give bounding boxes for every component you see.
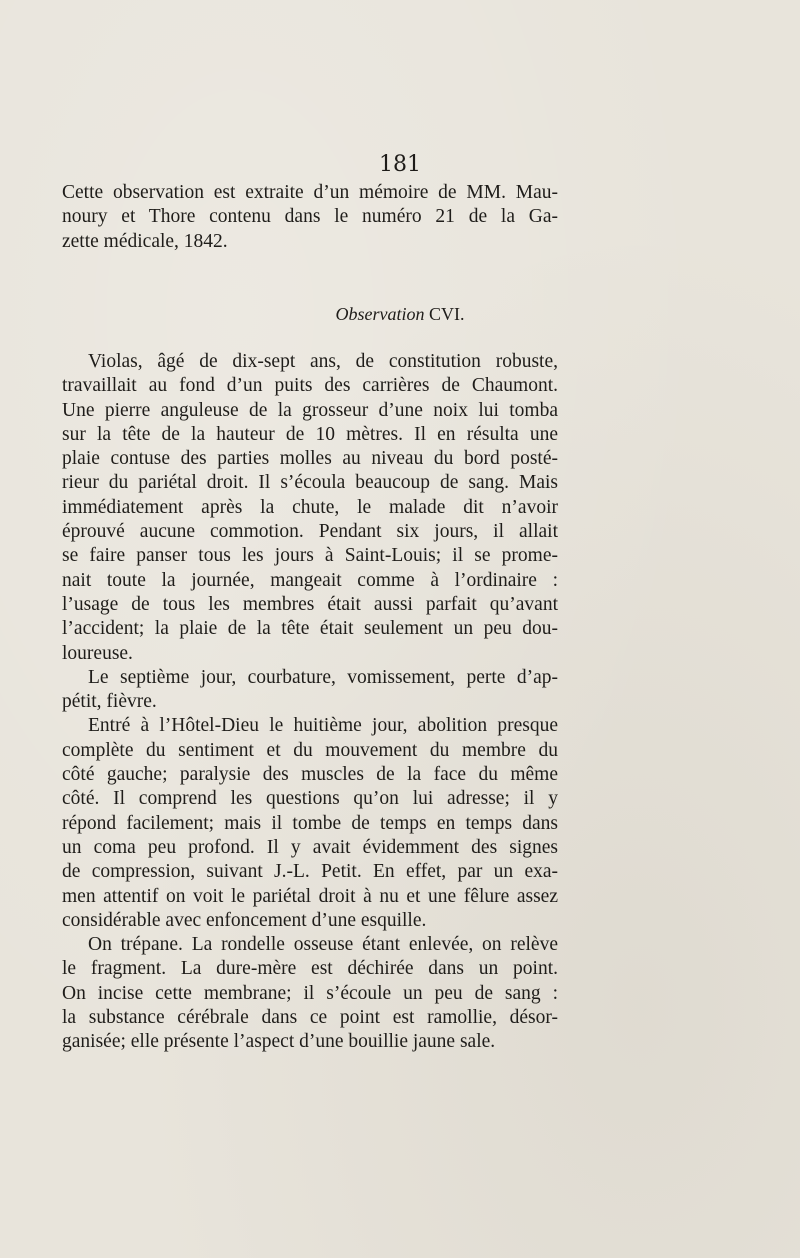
- text-line: complète du sentiment et du mouvement du membre du: [62, 739, 558, 761]
- text-line: noury et Thore contenu dans le numéro 21 de la Ga-: [62, 206, 558, 228]
- observation-number: CVI.: [429, 304, 465, 324]
- text-line: considérable avec enfoncement d’une esquille.: [62, 909, 427, 931]
- text-line: On incise cette membrane; il s’écoule un peu de sang :: [62, 982, 558, 1004]
- text-line: nait toute la journée, mangeait comme à l’ordinaire :: [62, 569, 558, 591]
- text-line: men attentif on voit le pariétal droit à nu et une fêlure assez: [62, 885, 558, 907]
- text-line: On trépane. La rondelle osseuse étant enlevée, on relève: [88, 934, 558, 956]
- text-line: l’accident; la plaie de la tête était seulement un peu dou-: [62, 618, 558, 640]
- text-line: répond facilement; mais il tombe de temps en temps dans: [62, 812, 558, 834]
- text-line: pétit, fièvre.: [62, 691, 157, 713]
- text-line: immédiatement après la chute, le malade dit n’avoir: [62, 496, 558, 518]
- observation-body: [62, 350, 558, 1055]
- text-line: travaillait au fond d’un puits des carrières de Chaumont.: [62, 375, 558, 397]
- observation-label: Observation: [335, 304, 425, 324]
- text-line: Entré à l’Hôtel-Dieu le huitième jour, abolition presque: [88, 715, 558, 737]
- text-line: plaie contuse des parties molles au niveau du bord posté-: [62, 448, 558, 470]
- observation-heading: [0, 304, 800, 325]
- text-line: de compression, suivant J.-L. Petit. En effet, par un exa-: [62, 861, 558, 883]
- intro-paragraph: [62, 181, 558, 254]
- text-line: rieur du pariétal droit. Il s’écoula beaucoup de sang. Mais: [62, 472, 558, 494]
- text-line: Une pierre anguleuse de la grosseur d’une noix lui tomba: [62, 399, 558, 421]
- page-number: 181: [379, 152, 421, 177]
- text-line: le fragment. La dure-mère est déchirée dans un point.: [62, 958, 558, 980]
- text-line: l’usage de tous les membres était aussi parfait qu’avant: [62, 593, 558, 615]
- text-line: se faire panser tous les jours à Saint-Louis; il se prome-: [62, 545, 558, 567]
- text-line: Le septième jour, courbature, vomissement, perte d’ap-: [88, 666, 558, 688]
- text-line: éprouvé aucune commotion. Pendant six jours, il allait: [62, 521, 558, 543]
- text-line: zette médicale, 1842.: [62, 230, 228, 252]
- text-line: côté. Il comprend les questions qu’on lui adresse; il y: [62, 788, 558, 810]
- text-line: un coma peu profond. Il y avait évidemment des signes: [62, 836, 558, 858]
- text-line: Violas, âgé de dix-sept ans, de constitution robuste,: [88, 351, 558, 372]
- text-line: sur la tête de la hauteur de 10 mètres. Il en résulta une: [62, 423, 558, 445]
- text-line: loureuse.: [62, 642, 133, 664]
- text-line: côté gauche; paralysie des muscles de la face du même: [62, 764, 558, 786]
- text-line: Cette observation est extraite d’un mémoire de MM. Mau-: [62, 182, 558, 203]
- text-line: la substance cérébrale dans ce point est ramollie, désor-: [62, 1007, 558, 1029]
- text-line: ganisée; elle présente l’aspect d’une bouillie jaune sale.: [62, 1031, 496, 1053]
